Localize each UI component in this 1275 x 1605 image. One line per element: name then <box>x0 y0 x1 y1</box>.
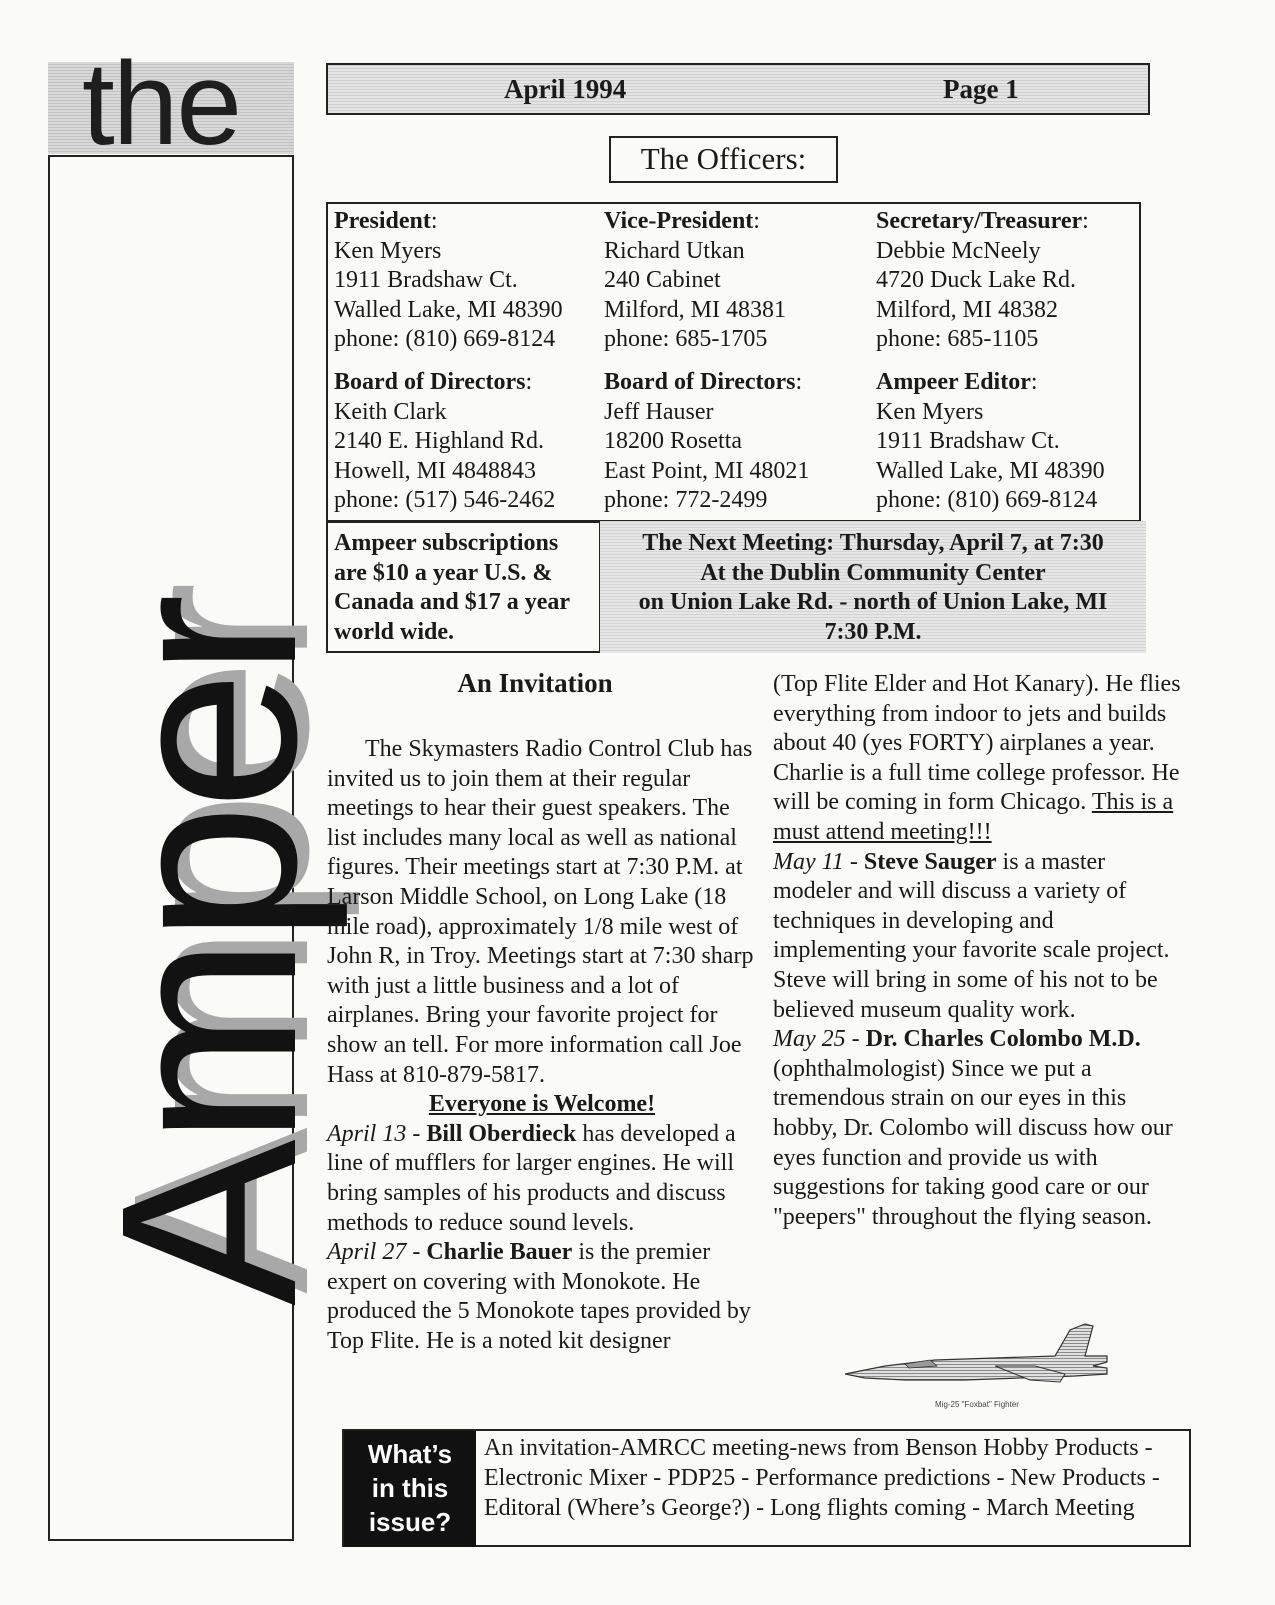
officer-phone: phone: (517) 546-2462 <box>334 487 556 513</box>
officer-name: Debbie McNeely <box>876 237 1041 264</box>
officer-name: Keith Clark <box>334 398 447 425</box>
officer-role: Board of Directors <box>604 369 796 395</box>
officer-name: Richard Utkan <box>604 237 745 264</box>
officer-role: President <box>334 208 431 234</box>
event-date: April 27 <box>327 1239 407 1266</box>
event-text: is the premier expert on covering with Monokote. He produced the 5 Monokote tapes provided by Top Flite. He is a noted kit designer <box>327 1239 751 1354</box>
officer-role: Ampeer Editor <box>876 369 1031 395</box>
issue-label-line: What’s <box>367 1439 453 1469</box>
event-date: April 13 <box>327 1120 407 1147</box>
officer-vice-president: Vice-President: Richard Utkan 240 Cabinet Milford, MI 48381 phone: 685-1705 <box>604 207 786 355</box>
officer-address: 1911 Bradshaw Ct. <box>876 428 1060 454</box>
officer-president: President: Ken Myers 1911 Bradshaw Ct. Walled Lake, MI 48390 phone: (810) 669-8124 <box>334 207 563 355</box>
illustration-caption: Mig-25 "Foxbat" Fighter <box>935 1400 1019 1409</box>
welcome-line: Everyone is Welcome! <box>428 1091 656 1118</box>
event-speaker: Charlie Bauer <box>426 1239 573 1266</box>
event-april-27-continued <box>773 670 1183 848</box>
meeting-line: 7:30 P.M. <box>824 618 922 645</box>
officer-secretary-treasurer: Secretary/Treasurer: Debbie McNeely 4720 Duck Lake Rd. Milford, MI 48382 phone: 685-1105 <box>876 207 1089 355</box>
issue-date: April 1994 <box>504 74 627 104</box>
article-column-1 <box>327 735 757 1356</box>
officer-name: Ken Myers <box>876 398 984 425</box>
event-april-13 <box>327 1120 757 1238</box>
officer-address: 2140 E. Highland Rd. <box>334 428 544 454</box>
officer-city: Howell, MI 4848843 <box>334 457 536 484</box>
whats-in-this-issue <box>342 1429 1191 1547</box>
event-text: is a master modeler and will discuss a variety of techniques in developing and implementing your favorite scale project. Steve will bring in some of his not to be believed museum quality work. <box>773 848 1170 1023</box>
officer-name: Jeff Hauser <box>604 398 714 425</box>
subscriptions-box <box>326 521 601 653</box>
officer-editor: Ampeer Editor: Ken Myers 1911 Bradshaw Ct. Walled Lake, MI 48390 phone: (810) 669-8124 <box>876 368 1105 516</box>
officer-city: Milford, MI 48381 <box>604 296 786 323</box>
event-speaker: Dr. Charles Colombo M.D. <box>865 1026 1141 1053</box>
issue-label <box>344 1431 476 1547</box>
officer-role: Vice-President <box>604 208 754 234</box>
issue-label-line: issue? <box>368 1507 452 1537</box>
officer-role: Secretary/Treasurer <box>876 208 1083 234</box>
must-attend-note: This is a must attend meeting!!! <box>773 789 1174 845</box>
event-speaker: Steve Sauger <box>863 848 997 875</box>
event-speaker: Bill Oberdieck <box>426 1120 577 1147</box>
officer-address: 1911 Bradshaw Ct. <box>334 267 518 293</box>
officer-phone: phone: 772-2499 <box>604 487 768 513</box>
meeting-line: on Union Lake Rd. - north of Union Lake, MI <box>638 589 1108 615</box>
officer-board-director-1: Board of Directors: Keith Clark 2140 E. Highland Rd. Howell, MI 4848843 phone: (517) 546-2462 <box>334 368 555 516</box>
officer-city: East Point, MI 48021 <box>604 457 810 484</box>
event-dash: - <box>845 1026 866 1053</box>
officer-city: Walled Lake, MI 48390 <box>334 296 563 323</box>
article-column-2 <box>773 670 1183 1232</box>
masthead-ampeer-text: Amper <box>69 599 348 1306</box>
event-date: May 25 <box>773 1026 846 1053</box>
event-text-continued: (Top Flite Elder and Hot Kanary). He flies everything from indoor to jets and builds about 40 (yes FORTY) airplanes a year. Charlie is a full time college professor. He will be coming in form Chicago. <box>773 671 1181 816</box>
officers-grid <box>326 202 1141 522</box>
subscriptions-line: world wide. <box>334 618 454 645</box>
subscriptions-line: Ampeer subscriptions <box>334 530 559 556</box>
subscriptions-line: Canada and $17 a year <box>334 589 571 615</box>
meeting-line: The Next Meeting: Thursday, April 7, at 7:30 <box>642 530 1104 556</box>
article-intro: The Skymasters Radio Control Club has invited us to join them at their regular meetings to hear their guest speakers. The list includes many local as well as national figures. Their meetings start at 7:30 P.M. at Larson Middle School, on Long Lake (18 mile road), approximately 1/8 mile west of John R, in Troy. Meetings start at 7:30 sharp with just a little business and a lot of airplanes. Bring your favorite project for show an tell. For more information call Joe Hass at 810-879-5817. <box>327 736 754 1088</box>
officer-city: Walled Lake, MI 48390 <box>876 457 1105 484</box>
jet-fighter-illustration <box>845 1322 1125 1402</box>
event-date: May 11 <box>773 848 844 875</box>
event-dash: - <box>843 848 864 875</box>
officer-name: Ken Myers <box>334 237 442 264</box>
event-april-27 <box>327 1238 757 1356</box>
masthead-the-text: the <box>82 38 241 170</box>
officer-phone: phone: (810) 669-8124 <box>876 487 1098 513</box>
page-header-bar <box>326 63 1150 115</box>
event-dash: - <box>406 1120 427 1147</box>
officer-address: 4720 Duck Lake Rd. <box>876 267 1076 293</box>
officer-phone: phone: (810) 669-8124 <box>334 326 556 352</box>
subscriptions-line: are $10 a year U.S. & <box>334 559 553 586</box>
officer-address: 240 Cabinet <box>604 267 721 293</box>
event-text: has developed a line of mufflers for larger engines. He will bring samples of his products and discuss methods to reduce sound levels. <box>327 1120 736 1236</box>
officer-role: Board of Directors <box>334 369 526 395</box>
issue-label-line: in this <box>371 1473 449 1503</box>
event-may-25 <box>773 1025 1183 1232</box>
next-meeting-box <box>600 521 1146 653</box>
officer-address: 18200 Rosetta <box>604 428 742 454</box>
article-title: An Invitation <box>457 668 613 698</box>
event-dash: - <box>406 1239 427 1266</box>
issue-contents: An invitation-AMRCC meeting-news from Benson Hobby Products - Electronic Mixer - PDP25 - Performance predictions - New Products - Editoral (Where’s George?) - Long flights coming - March Meeting <box>484 1435 1160 1521</box>
page-number: Page 1 <box>943 74 1019 104</box>
meeting-line: At the Dublin Community Center <box>700 559 1046 586</box>
officer-city: Milford, MI 48382 <box>876 296 1058 323</box>
masthead-the <box>48 38 294 170</box>
officer-board-director-2: Board of Directors: Jeff Hauser 18200 Rosetta East Point, MI 48021 phone: 772-2499 <box>604 368 809 516</box>
officer-phone: phone: 685-1705 <box>604 326 768 352</box>
event-text: (ophthalmologist) Since we put a tremendous strain on our eyes in this hobby, Dr. Colombo will discuss how our eyes function and provide us with suggestions for taking good care or our "peepers" throughout the flying season. <box>773 1055 1173 1230</box>
officer-phone: phone: 685-1105 <box>876 326 1039 352</box>
event-may-11 <box>773 848 1183 1026</box>
officers-title: The Officers: <box>609 136 838 183</box>
